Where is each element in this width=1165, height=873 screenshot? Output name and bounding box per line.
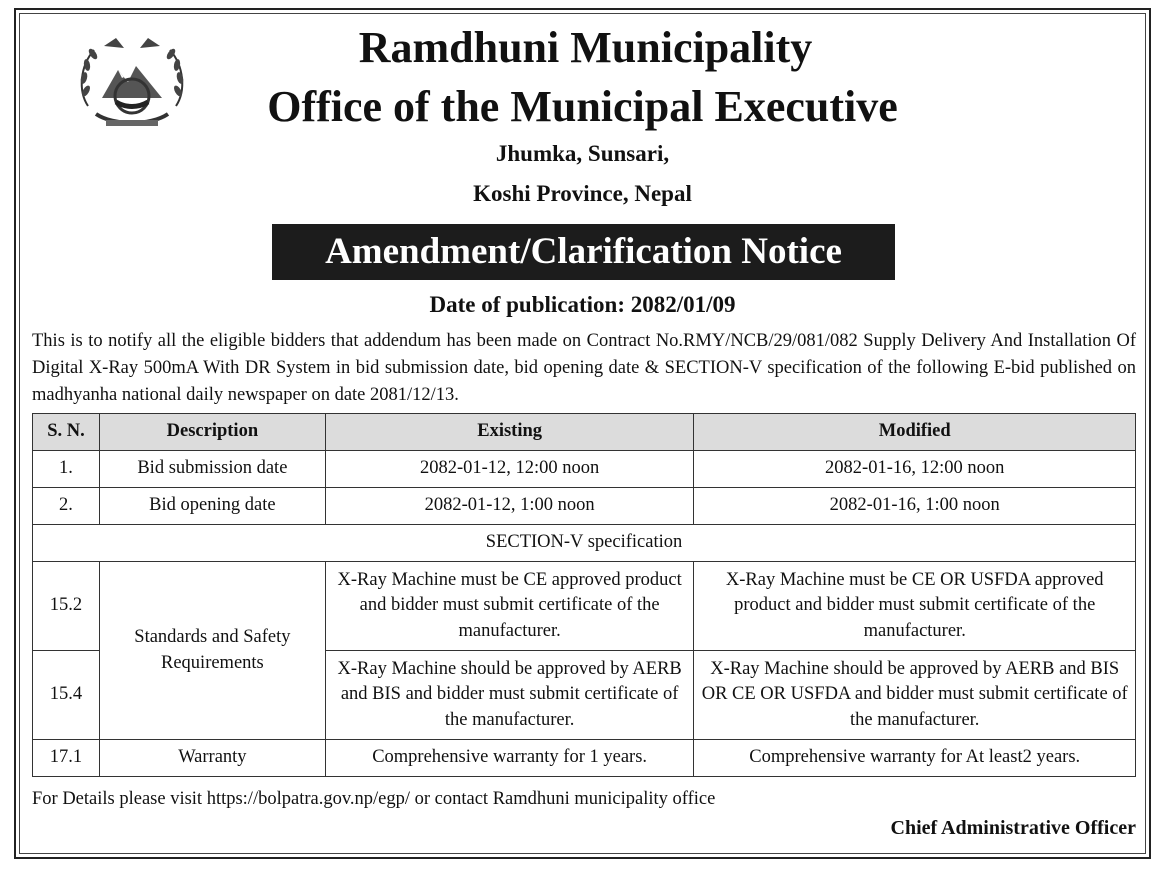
cell-modified: 2082-01-16, 1:00 noon — [694, 488, 1136, 525]
table-row — [33, 488, 1136, 525]
cell-description: Warranty — [99, 740, 325, 777]
cell-existing: X-Ray Machine must be CE approved product and bidder must submit certificate of the manufacturer. — [325, 562, 694, 651]
table-row — [33, 451, 1136, 488]
amendment-table — [32, 413, 1136, 777]
table-row — [33, 562, 1136, 651]
table-header-row — [33, 414, 1136, 451]
cell-description: Bid opening date — [99, 488, 325, 525]
notice-intro: This is to notify all the eligible bidders that addendum has been made on Contract No.RMY/NCB/29/081/082 Supply Delivery And Installation Of Digital X-Ray 500mA With DR System in bid submission date, bid opening date & SECTION-V specification of the following E-bid published on madhyanha national daily newspaper on date 2081/12/13. — [32, 331, 1136, 405]
cell-modified: 2082-01-16, 12:00 noon — [694, 451, 1136, 488]
header-sn: S. N. — [33, 414, 100, 451]
cell-existing: 2082-01-12, 12:00 noon — [325, 451, 694, 488]
section-title-row — [33, 525, 1136, 562]
header-description: Description — [99, 414, 325, 451]
details-text: For Details please visit https://bolpatra.gov.np/egp/ or contact Ramdhuni municipality office — [32, 789, 716, 809]
cell-sn: 15.2 — [33, 562, 100, 651]
cell-spec-group-description — [99, 562, 325, 740]
office-name: Office of the Municipal Executive — [267, 82, 898, 131]
signatory: Chief Administrative Officer — [890, 817, 1136, 839]
cell-sn: 2. — [33, 488, 100, 525]
section-title: SECTION-V specification — [33, 525, 1136, 562]
table-row — [33, 740, 1136, 777]
cell-description: Bid submission date — [99, 451, 325, 488]
spec-group-label: Standards and Safety Requirements — [134, 627, 291, 673]
address-line-2: Koshi Province, Nepal — [473, 181, 692, 206]
cell-modified: Comprehensive warranty for At least2 years. — [694, 740, 1136, 777]
publication-date: Date of publication: 2082/01/09 — [429, 292, 736, 317]
cell-existing: Comprehensive warranty for 1 years. — [325, 740, 694, 777]
cell-sn: 17.1 — [33, 740, 100, 777]
header-existing: Existing — [325, 414, 694, 451]
address-line-1: Jhumka, Sunsari, — [495, 141, 670, 166]
header-modified: Modified — [694, 414, 1136, 451]
municipality-name: Ramdhuni Municipality — [358, 23, 813, 72]
cell-sn: 15.4 — [33, 651, 100, 740]
notice-banner: Amendment/Clarification Notice — [272, 224, 895, 280]
cell-modified: X-Ray Machine should be approved by AERB and BIS OR CE OR USFDA and bidder must submit certificate of the manufacturer. — [694, 651, 1136, 740]
cell-modified: X-Ray Machine must be CE OR USFDA approved product and bidder must submit certificate of the manufacturer. — [694, 562, 1136, 651]
cell-sn: 1. — [33, 451, 100, 488]
cell-existing: X-Ray Machine should be approved by AERB and BIS and bidder must submit certificate of the manufacturer. — [325, 651, 694, 740]
cell-existing: 2082-01-12, 1:00 noon — [325, 488, 694, 525]
